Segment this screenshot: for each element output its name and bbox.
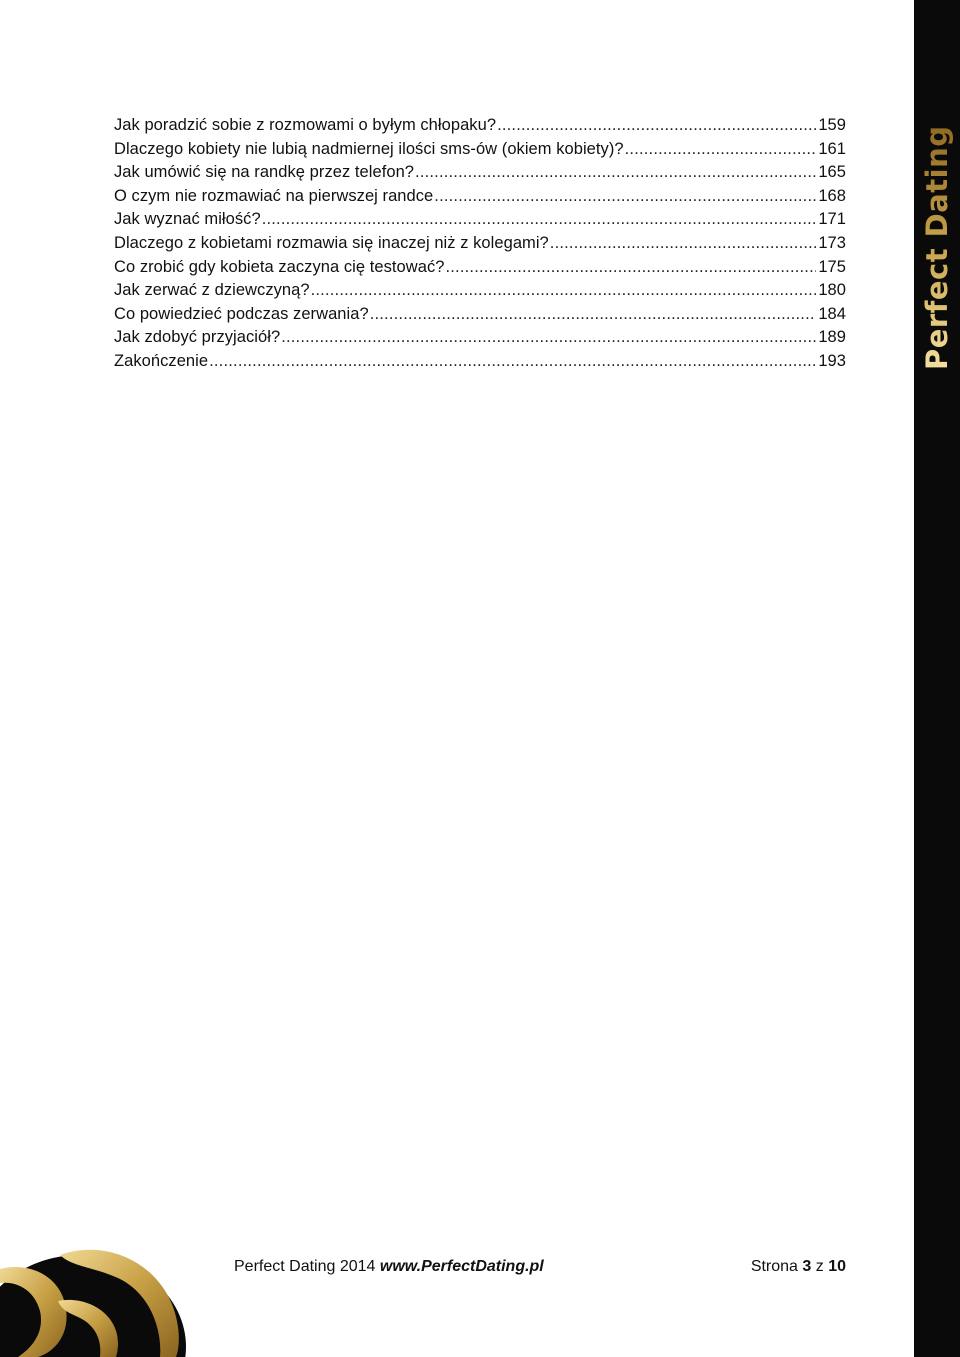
footer-website-link[interactable]: www.PerfectDating.pl xyxy=(379,1258,544,1275)
footer-page-number xyxy=(751,1256,846,1278)
toc-leader-dots xyxy=(415,161,816,185)
toc-entry-title: Jak umówić się na randkę przez telefon? xyxy=(114,163,415,182)
footer-of-label: z xyxy=(811,1258,829,1275)
footer-copyright xyxy=(234,1256,544,1278)
toc-entry-title: Dlaczego z kobietami rozmawia się inaczej niż z kolegami? xyxy=(114,233,549,252)
toc-entry-page: 175 xyxy=(818,257,846,276)
toc-entry-page: 168 xyxy=(818,186,846,205)
toc-entry-title: Co powiedzieć podczas zerwania? xyxy=(114,304,369,323)
toc-entry[interactable] xyxy=(114,185,846,209)
toc-entry[interactable] xyxy=(114,232,846,256)
footer-current-page: 3 xyxy=(802,1258,812,1275)
toc-entry-page: 159 xyxy=(818,116,846,134)
toc-leader-dots xyxy=(550,232,817,256)
toc-entry-page: 165 xyxy=(818,163,846,182)
toc-entry[interactable] xyxy=(114,303,846,327)
footer-brand-year: Perfect Dating 2014 xyxy=(234,1258,380,1275)
toc-leader-dots xyxy=(209,350,816,374)
toc-entry[interactable] xyxy=(114,138,846,162)
toc-entry-title: Zakończenie xyxy=(114,351,209,370)
toc-entry[interactable] xyxy=(114,350,846,374)
toc-entry[interactable] xyxy=(114,208,846,232)
footer-total-pages: 10 xyxy=(828,1258,846,1275)
toc-entry-page: 161 xyxy=(818,139,846,158)
toc-leader-dots xyxy=(625,138,817,162)
toc-entry-page: 173 xyxy=(818,233,846,252)
brand-logo-text: Perfect Dating xyxy=(920,125,954,370)
toc-entry-page: 180 xyxy=(818,281,846,300)
toc-entry-title: Co zrobić gdy kobieta zaczyna cię testować? xyxy=(114,257,445,276)
toc-leader-dots xyxy=(445,256,816,280)
toc-entry-page: 189 xyxy=(818,328,846,347)
toc-entry[interactable] xyxy=(114,279,846,303)
side-brand-band xyxy=(914,0,960,1357)
toc-entry-title: Jak wyznać miłość? xyxy=(114,210,261,229)
toc-entry[interactable] xyxy=(114,114,846,138)
toc-leader-dots xyxy=(281,326,816,350)
toc-entry-title: Jak zerwać z dziewczyną? xyxy=(114,281,310,300)
toc-entry-page: 171 xyxy=(818,210,846,229)
toc-entry[interactable] xyxy=(114,326,846,350)
toc-leader-dots xyxy=(311,279,817,303)
toc-entry-title: Jak zdobyć przyjaciół? xyxy=(114,328,281,347)
brand-swirl-decoration xyxy=(0,1217,190,1357)
page-footer xyxy=(234,1256,846,1278)
toc-leader-dots xyxy=(497,114,816,138)
toc-entry-title: Jak poradzić sobie z rozmowami o byłym chłopaku? xyxy=(114,116,497,134)
toc-leader-dots xyxy=(262,208,817,232)
toc-entry-title: Dlaczego kobiety nie lubią nadmiernej ilości sms-ów (okiem kobiety)? xyxy=(114,139,624,158)
toc-entry-page: 193 xyxy=(818,351,846,370)
footer-page-label: Strona xyxy=(750,1258,803,1275)
toc-entry[interactable] xyxy=(114,256,846,280)
toc-leader-dots xyxy=(370,303,817,327)
table-of-contents xyxy=(114,114,846,374)
toc-entry-title: O czym nie rozmawiać na pierwszej randce xyxy=(114,186,434,205)
brand-logo-vertical xyxy=(914,0,960,1357)
toc-leader-dots xyxy=(434,185,816,209)
toc-entry-page: 184 xyxy=(818,304,846,323)
toc-entry[interactable] xyxy=(114,161,846,185)
